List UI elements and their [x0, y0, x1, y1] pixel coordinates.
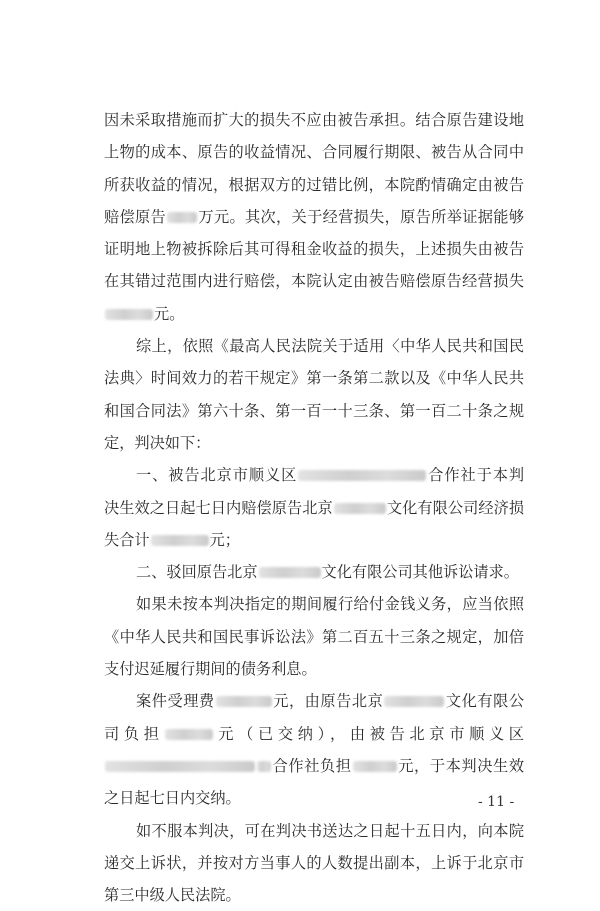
judgment-body — [104, 104, 524, 911]
paragraph-text: 合作社负担 — [272, 756, 352, 775]
redacted-text — [105, 761, 255, 772]
paragraph-text: 综上，依照《最高人民法院关于适用〈中华人民共和国民法典〉时间效力的若干规定》第一条第二款以及《中华人民共和国合同法》第六十条、第一百一十三条、第一百二十条之规定，判决如下： — [104, 337, 524, 452]
paragraph-text: 元（已交纳），由被告北京市顺义区 — [213, 724, 524, 743]
paragraph-text: 案件受理费 — [136, 692, 215, 711]
paragraph-text: 元，于本判决生效之日起七日内交纳。 — [104, 756, 525, 808]
paragraph-2 — [104, 330, 524, 459]
redacted-text — [165, 729, 213, 740]
paragraph-text: 文化有限公司经济损失合计 — [104, 498, 524, 549]
paragraph-text: 一、被告北京市顺义区 — [136, 466, 298, 485]
redacted-text — [384, 696, 444, 707]
redacted-text — [353, 761, 397, 772]
redacted-text — [105, 309, 153, 320]
paragraph-3 — [104, 459, 524, 556]
redacted-text — [298, 470, 426, 481]
redacted-text — [216, 696, 272, 707]
redacted-text — [151, 535, 209, 546]
paragraph-4 — [104, 556, 524, 588]
paragraph-text: 因未采取措施而扩大的损失不应由被告承担。结合原告建设地上物的成本、原告的收益情况、合同履行期限、被告从合同中所获收益的情况，根据双方的过错比例，本院酌情确定由被告赔偿原告 — [104, 111, 524, 226]
redacted-text — [334, 503, 386, 514]
paragraph-text: 万元。其次，关于经营损失，原告所举证据能够证明地上物被拆除后其可得租金收益的损失，上述损失由被告在其错过范围内进行赔偿，本院认定由被告赔偿原告经营损失 — [104, 207, 525, 291]
paragraph-text: 元。 — [154, 304, 185, 323]
paragraph-text: 元； — [209, 530, 240, 549]
paragraph-text: 如果未按本判决指定的期间履行给付金钱义务，应当依照《中华人民共和国民事诉讼法》第二百五十三条之规定，加倍支付迟延履行期间的债务利息。 — [104, 595, 524, 679]
page-number: - 11 - — [478, 794, 515, 810]
paragraph-text: 元，由原告北京 — [272, 692, 384, 711]
paragraph-6 — [104, 685, 524, 814]
paragraph-text: 二、驳回原告北京 — [136, 563, 258, 582]
redacted-text — [257, 761, 271, 772]
paragraph-text: 合作社于本判决生效之日起七日内赔偿原告北京 — [104, 466, 524, 517]
paragraph-text: 文化有限公司负担 — [104, 692, 525, 743]
paragraph-text: 文化有限公司其他诉讼请求。 — [321, 563, 519, 582]
paragraph-5 — [104, 588, 524, 685]
paragraph-7 — [104, 815, 524, 911]
paragraph-1 — [104, 104, 524, 330]
redacted-text — [167, 212, 197, 223]
paragraph-text: 如不服本判决，可在判决书送达之日起十五日内，向本院递交上诉状，并按对方当事人的人数提出副本，上诉于北京市第三中级人民法院。 — [104, 821, 524, 905]
redacted-text — [259, 567, 321, 578]
